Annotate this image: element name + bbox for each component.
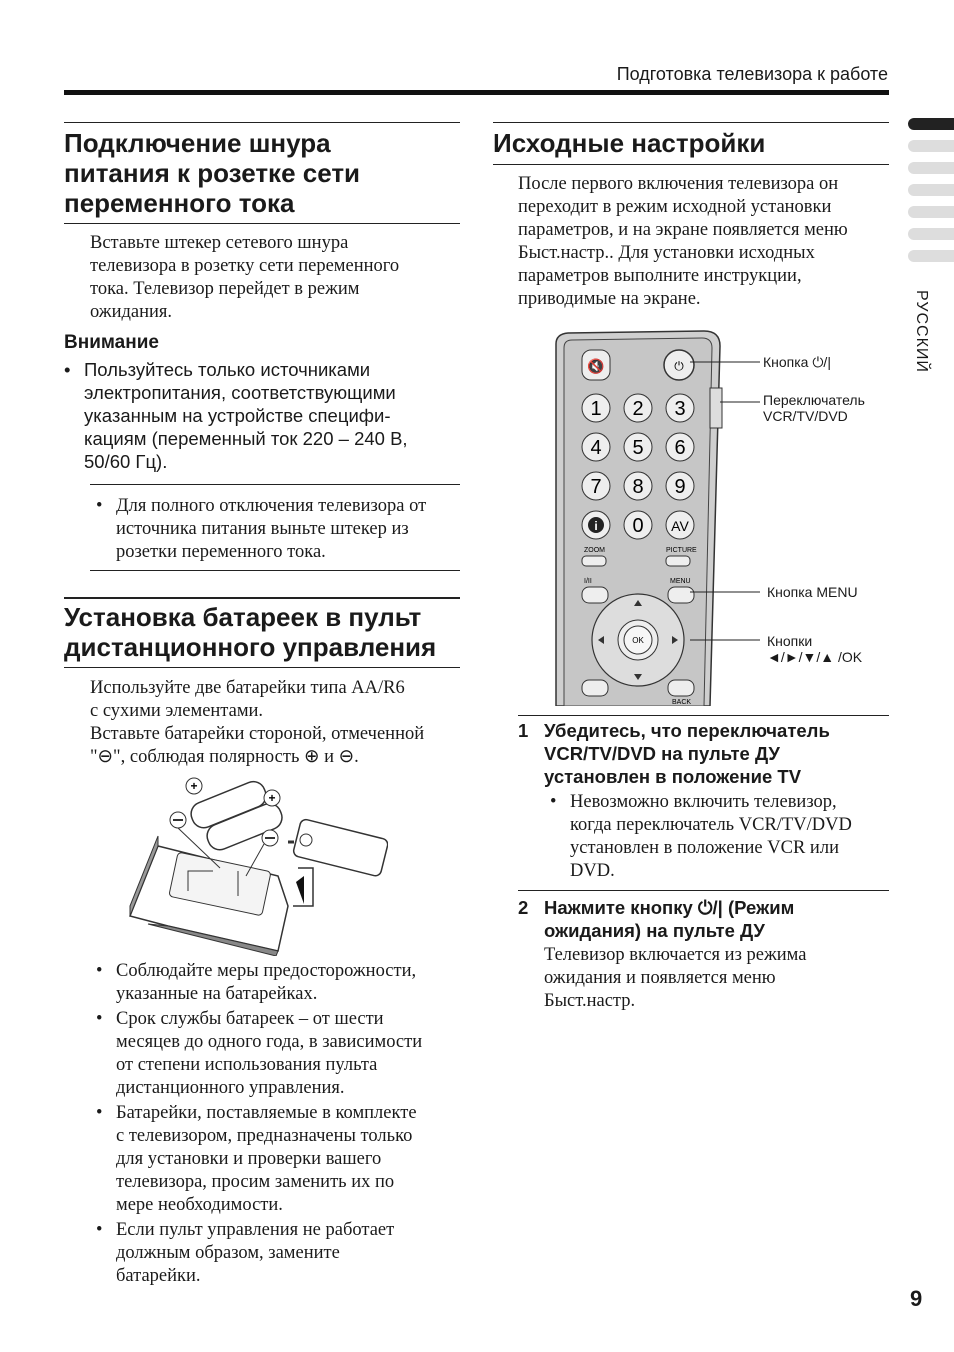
running-header: Подготовка телевизора к работе (616, 64, 888, 84)
note-list (90, 495, 460, 564)
digit-0-button (624, 511, 652, 539)
chapter-tab (908, 250, 954, 262)
chapter-tab (908, 184, 954, 196)
back-label: BACK (672, 699, 692, 706)
svg-text:5: 5 (632, 437, 644, 459)
zoom-label: ZOOM (584, 547, 605, 554)
chapter-tab (908, 162, 954, 174)
power-text: Вставьте штекер сетевого шнура телевизора в розетку сети переменного тока. Телевизор перейдет в режим ожидания. (90, 233, 400, 322)
step-1-title: Убедитесь, что переключатель VCR/TV/DVD на пульте ДУ установлен в положение TV (544, 720, 830, 787)
battery-insertion-illustration (128, 776, 388, 956)
ok-label: OK (632, 636, 644, 645)
svg-text:🔇: 🔇 (587, 359, 605, 375)
section-rule (493, 122, 889, 123)
step-1-number: 1 (518, 720, 529, 741)
callout-menu-button: Кнопка MENU (767, 584, 858, 600)
note-rule (90, 484, 460, 485)
section-rule (493, 164, 889, 165)
svg-text:9: 9 (674, 476, 686, 498)
callout-arrow-buttons: Кнопки ◄/►/▼/▲ /OK (767, 633, 863, 665)
dual-label: I/II (584, 578, 592, 585)
svg-text:8: 8 (632, 476, 644, 498)
digit-1-button (582, 394, 610, 422)
chapter-tab (908, 206, 954, 218)
info-button (582, 511, 610, 539)
header-rule (64, 90, 889, 95)
callout-power-button: Кнопка ⏻/| (763, 354, 831, 370)
svg-text:2: 2 (632, 398, 644, 420)
step-rule (518, 890, 889, 891)
language-label: РУССКИЙ (913, 290, 930, 373)
step-2-number: 2 (518, 897, 529, 918)
page-number: 9 (910, 1286, 923, 1311)
chapter-tab-active (908, 118, 954, 130)
step-2-text: Телевизор включается из режима ожидания и появляется меню Быст.настр. (544, 945, 807, 1011)
digit-8-button (624, 472, 652, 500)
svg-text:i: i (594, 519, 598, 533)
callout-switch: Переключатель VCR/TV/DVD (763, 392, 865, 424)
svg-text:7: 7 (590, 476, 602, 498)
svg-text:4: 4 (590, 437, 602, 459)
digit-2-button (624, 394, 652, 422)
svg-text:0: 0 (632, 515, 644, 537)
note-rule (90, 570, 460, 571)
section-rule (64, 667, 460, 668)
list-item: • Для полного отключения телевизора от источника питания выньте штекер из розетки переменного тока. (90, 495, 460, 564)
list-item: • Срок службы батареек – от шести месяцев до одного года, в зависимости от степени использования пульта дистанционного управления. (90, 1008, 460, 1100)
caution-title: Внимание (64, 332, 159, 353)
svg-text:+: + (268, 791, 276, 805)
section-rule (64, 223, 460, 224)
section-rule (64, 122, 460, 123)
svg-text:1: 1 (590, 398, 602, 420)
chapter-tab (908, 140, 954, 152)
caution-list (58, 358, 458, 473)
list-item: • Соблюдайте меры предосторожности, указанные на батарейках. (90, 960, 460, 1006)
list-item: • Невозможно включить телевизор, когда переключатель VCR/TV/DVD установлен в положение VCR или DVD. (544, 791, 889, 883)
section-title-batteries: Установка батареек в пульт дистанционного управления (64, 602, 437, 662)
picture-label: PICTURE (666, 547, 697, 554)
step-rule (518, 715, 889, 716)
callout-lines (690, 340, 770, 660)
initial-text: После первого включения телевизора он переходит в режим исходной установки параметров, и на экране появляется меню Быст.настр.. Для установки исходных параметров выполните инструкции, приводимые на экране. (518, 174, 848, 309)
step-2-title: Нажмите кнопку ⏻/| (Режим ожидания) на пульте ДУ (544, 897, 795, 941)
svg-text:AV: AV (671, 518, 689, 534)
digit-4-button (582, 433, 610, 461)
digit-5-button (624, 433, 652, 461)
svg-text:6: 6 (674, 437, 686, 459)
list-item: • Пользуйтесь только источниками электропитания, соответствующими указанным на устройстве специфи- кациям (переменный ток 220 – 240 В, 50/60 Гц). (58, 358, 458, 473)
digit-7-button (582, 472, 610, 500)
chapter-tab (908, 228, 954, 240)
mute-icon (582, 350, 610, 380)
section-title-initial: Исходные настройки (493, 128, 766, 158)
step-1-note (544, 791, 889, 883)
svg-text:3: 3 (674, 398, 686, 420)
svg-text:+: + (190, 779, 198, 793)
svg-text:⏻: ⏻ (674, 359, 684, 373)
section-rule (64, 597, 460, 599)
list-item: • Если пульт управления не работает должным образом, замените батарейки. (90, 1219, 460, 1288)
menu-label: MENU (670, 578, 691, 585)
batteries-text: Используйте две батарейки типа AA/R6 с сухими элементами. Вставьте батарейки стороной, отмеченной "⊖", соблюдая полярность ⊕ и ⊖. (90, 678, 425, 767)
section-title-power: Подключение шнура питания к розетке сети переменного тока (64, 128, 361, 218)
battery-notes (90, 960, 460, 1288)
list-item: • Батарейки, поставляемые в комплекте с телевизором, предназначены только для установки и проверки вашего телевизора, просим заменить их по мере необходимости. (90, 1102, 460, 1217)
